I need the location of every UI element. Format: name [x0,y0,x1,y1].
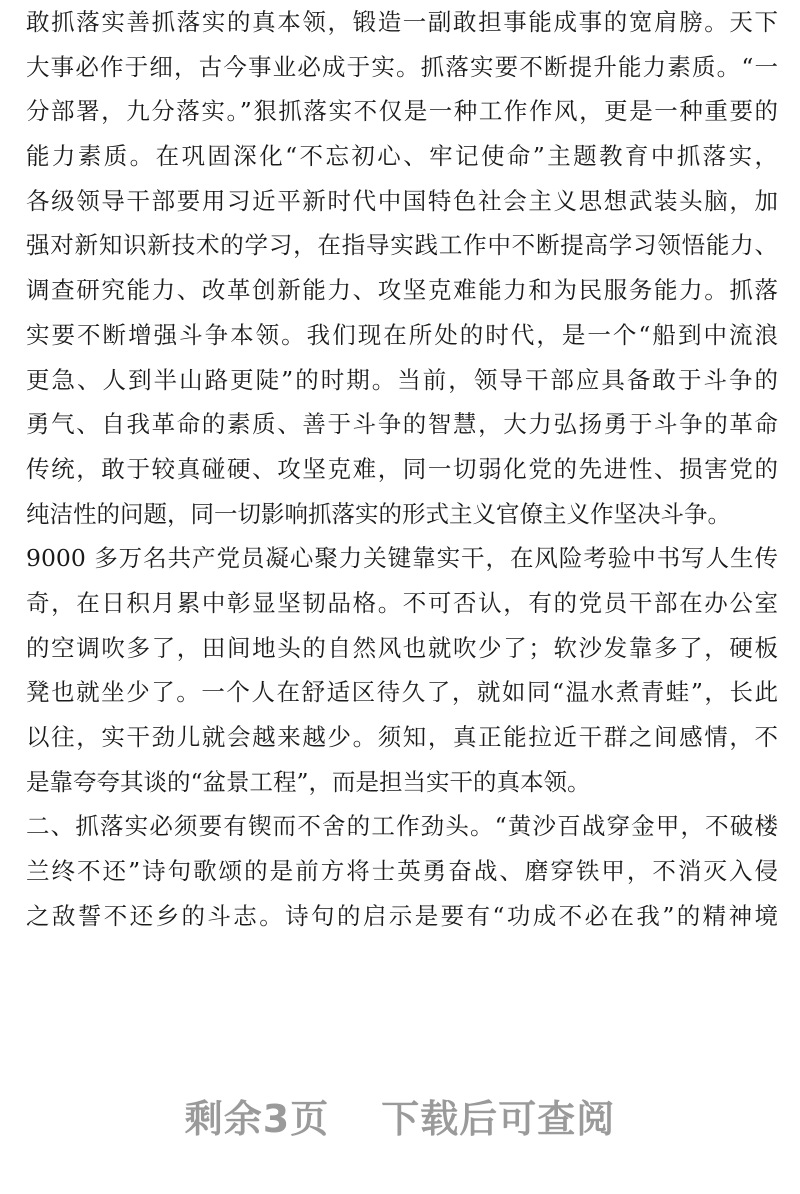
document-body [26,0,778,938]
text-line: 更急、人到半山路更陡”的时期。当前，领导干部应具备敢于斗争的 [26,365,778,394]
text-line: 敢抓落实善抓落实的真本领，锻造一副敢担事能成事的宽肩膀。天下 [26,8,778,36]
text-line: 各级领导干部要用习近平新时代中国特色社会主义思想武装头脑，加 [26,186,778,215]
text-line: 纯洁性的问题，同一切影响抓落实的形式主义官僚主义作坚决斗争。 [26,499,731,528]
text-line: 凳也就坐少了。一个人在舒适区待久了，就如同“温水煮青蛙”，长此 [26,678,778,707]
text-line: 强对新知识新技术的学习，在指导实践工作中不断提高学习领悟能力、 [26,231,778,260]
download-prompt[interactable] [0,1085,800,1145]
text-line: 兰终不还”诗句歌颂的是前方将士英勇奋战、磨穿铁甲，不消灭入侵 [26,857,778,886]
text-line: 调查研究能力、改革创新能力、攻坚克难能力和为民服务能力。抓落 [26,276,778,305]
text-line: 是靠夸夸其谈的“盆景工程”，而是担当实干的真本领。 [26,767,591,796]
text-line: 传统，敢于较真碰硬、攻坚克难，同一切弱化党的先进性、损害党的 [26,454,778,483]
text-line: 的空调吹多了，田间地头的自然风也就吹少了；软沙发靠多了，硬板 [26,633,778,662]
download-hint-label[interactable]: 下载后可查阅 [381,1096,616,1141]
text-line: 能力素质。在巩固深化“不忘初心、牢记使命”主题教育中抓落实， [26,142,778,171]
text-line: 实要不断增强斗争本领。我们现在所处的时代，是一个“船到中流浪 [26,320,778,349]
text-line: 分部署，九分落实。”狠抓落实不仅是一种工作作风，更是一种重要的 [26,97,778,126]
text-line: 大事必作于细，古今事业必成于实。抓落实要不断提升能力素质。“一 [26,52,778,81]
text-line: 之敌誓不还乡的斗志。诗句的启示是要有“功成不必在我”的精神境 [26,901,778,930]
text-line: 勇气、自我革命的素质、善于斗争的智慧，大力弘扬勇于斗争的革命 [26,410,778,439]
text-line: 奇，在日积月累中彰显坚韧品格。不可否认，有的党员干部在办公室 [26,588,778,617]
text-line: 二、抓落实必须要有锲而不舍的工作劲头。“黄沙百战穿金甲，不破楼 [26,812,778,841]
text-line: 9000 多万名共产党员凝心聚力关键靠实干，在风险考验中书写人生传 [26,544,778,573]
remaining-pages-label[interactable]: 剩余3页 [184,1096,330,1141]
text-line: 以往，实干劲儿就会越来越少。须知，真正能拉近干群之间感情，不 [26,723,778,751]
